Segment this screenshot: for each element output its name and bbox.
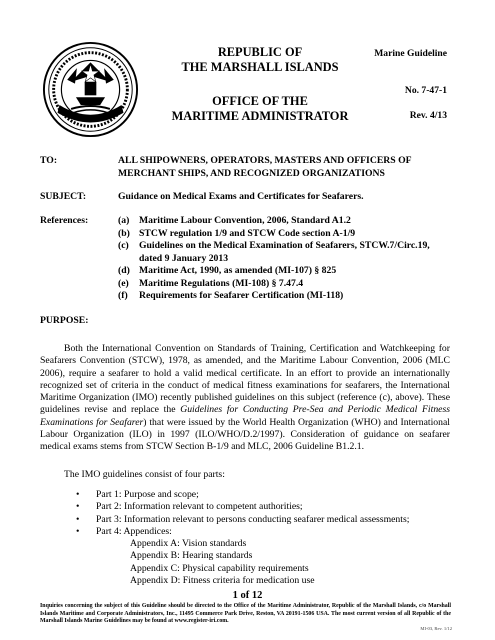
office-line-2: MARITIME ADMINISTRATOR: [171, 109, 349, 123]
reference-text: Requirements for Seafarer Certification (MI-118): [139, 290, 344, 301]
appendix-list: [130, 538, 315, 587]
footer-note: Inquiries concerning the subject of this Guideline should be directed to the Office of the Maritime Administrator, Republic of the Marshall Islands, c/o Marshall Islands Maritime and Corporate Administrators, Inc., 11495 Commerce Park Drive, Reston, VA 20191-1506 USA. The most current version of all Republic of the Marshall Islands Marine Guidelines may be found at www.register-iri.com.: [40, 603, 451, 625]
reference-text: Guidelines on the Medical Examination of Seafarers, STCW.7/Circ.19, dated 9 January 2013: [139, 240, 430, 264]
office-heading: [160, 94, 360, 124]
page-number: 1 of 12: [232, 590, 263, 601]
doc-type: Marine Guideline: [374, 48, 447, 59]
appendix-item: Appendix D: Fitness criteria for medication use: [130, 574, 315, 586]
references-label: References:: [40, 215, 89, 226]
reference-text: Maritime Act, 1990, as amended (MI-107) § 825: [139, 265, 337, 276]
reference-key: (a): [118, 215, 130, 226]
subject-value: Guidance on Medical Exams and Certificates for Seafarers.: [118, 191, 364, 202]
country-heading: [160, 45, 360, 75]
revision: Rev. 4/13: [409, 110, 447, 121]
list-item: • Part 3: Information relevant to persons conducting seafarer medical assessments;: [76, 514, 409, 526]
list-item: • Part 4: Appendices:: [76, 526, 409, 538]
reference-key: (e): [118, 277, 129, 289]
purpose-paragraph-2: The IMO guidelines consist of four parts:: [64, 469, 225, 480]
parts-list: [76, 489, 409, 539]
reference-text: Maritime Labour Convention, 2006, Standard A1.2: [139, 215, 351, 226]
to-value: ALL SHIPOWNERS, OPERATORS, MASTERS AND OFFICERS OF MERCHANT SHIPS, AND RECOGNIZED ORGANIZATIONS: [118, 155, 412, 179]
subject-label: SUBJECT:: [40, 191, 87, 202]
list-item: • Part 1: Purpose and scope;: [76, 489, 409, 501]
office-line-1: OFFICE OF THE: [212, 94, 308, 108]
purpose-paragraph-1: [40, 343, 450, 454]
guidelines-title: Guidelines for Conducting Pre-Sea and Periodic Medical Fitness Examinations for Seafarer: [40, 404, 450, 428]
marshall-islands-seal: [42, 41, 139, 138]
paragraph-text: ) that were issued by the World Health Organization (WHO) and International Labour Organization (ILO) in 1997 (ILO/WHO/D.2/1997). Consideration of guidance on seafarer medical exams stems from STCW Section B-1/9 and MLC, 2006 Guideline B1.2.1.: [40, 416, 450, 453]
reference-text: STCW regulation 1/9 and STCW Code section A-1/9: [139, 227, 356, 239]
reference-text: Maritime Regulations (MI-108) § 7.47.4: [139, 277, 304, 289]
country-line-2: THE MARSHALL ISLANDS: [181, 60, 339, 74]
reference-key: (f): [118, 290, 128, 301]
to-label: TO:: [40, 155, 58, 166]
appendix-item: Appendix C: Physical capability requirements: [130, 562, 309, 574]
country-line-1: REPUBLIC OF: [217, 45, 303, 59]
form-id: MI-03, Rev. 1/12: [420, 626, 452, 631]
appendix-item: Appendix B: Hearing standards: [130, 550, 253, 562]
purpose-label: PURPOSE:: [40, 315, 89, 326]
reference-key: (d): [118, 265, 130, 276]
list-item: • Part 2: Information relevant to competent authorities;: [76, 501, 409, 513]
reference-key: (b): [118, 227, 130, 239]
paragraph-text: Both the International Convention on Standards of Training, Certification and Watchkeeping for Seafarers Convention (STCW), 1978, as amended, and the Maritime Labour Convention, 2006 (MLC 2006), require a seafarer to hold a valid medical certificate. In an effort to provide an internationally recognized set of criteria in the conduct of medical fitness examinations for seafarers, the International Maritime Organization (IMO) recently published guidelines on this subject (reference (c), above). These guidelines revise and replace the: [40, 343, 450, 416]
doc-number: No. 7-47-1: [404, 85, 447, 96]
appendix-item: Appendix A: Vision standards: [130, 538, 247, 549]
reference-key: (c): [118, 240, 129, 251]
